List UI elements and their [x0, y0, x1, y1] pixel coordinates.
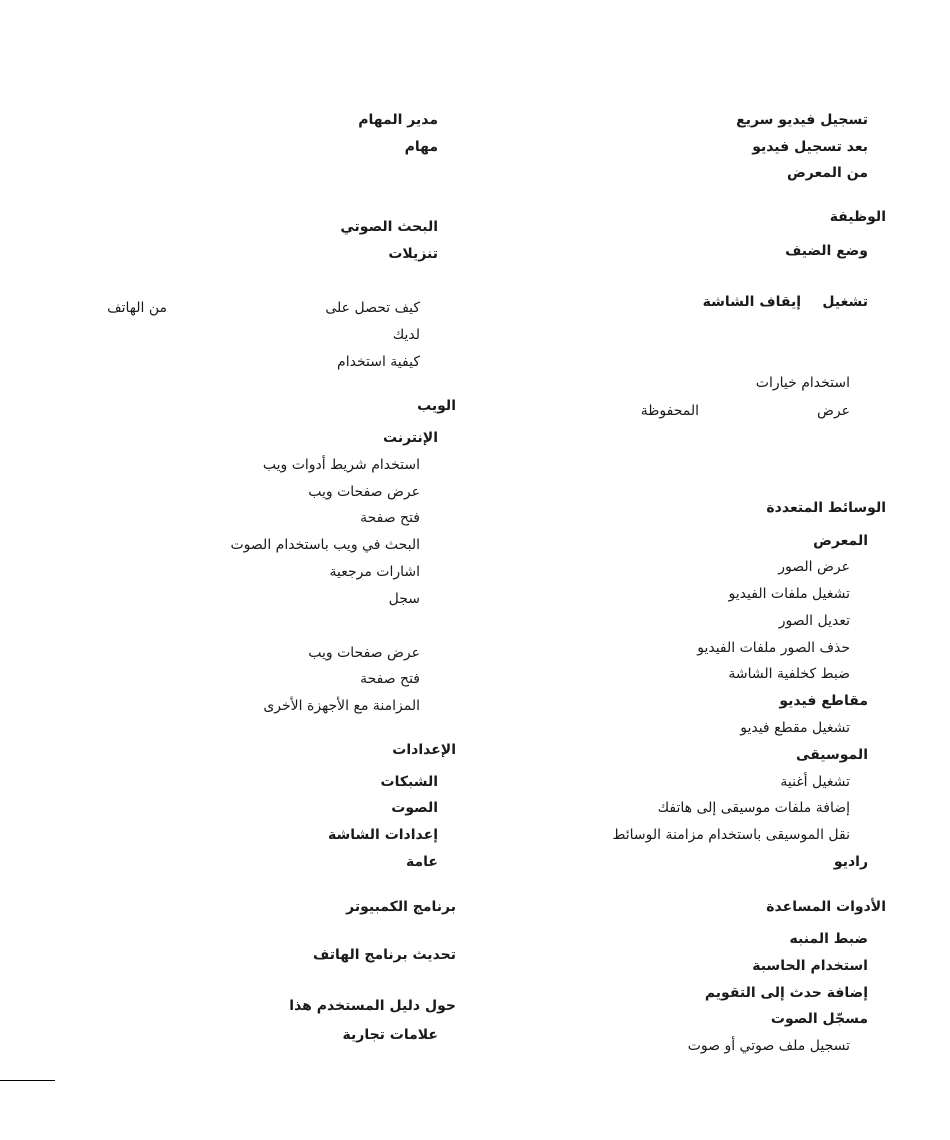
section-heading-multimedia: الوسائط المتعددة — [766, 500, 886, 516]
toc-entry: لديك — [392, 327, 420, 343]
toc-entry: الشبكات — [380, 774, 438, 790]
toc-entry: حذف الصور ملفات الفيديو — [697, 640, 850, 656]
toc-entry: فتح صفحة — [360, 671, 420, 687]
section-heading-phone-update: تحديث برنامج الهاتف — [313, 947, 456, 963]
toc-entry: إضافة حدث إلى التقويم — [704, 985, 868, 1001]
toc-entry: تعديل الصور — [778, 613, 850, 629]
toc-entry: ضبط المنبه — [789, 931, 868, 947]
toc-entry: من الهاتف — [107, 300, 167, 316]
toc-entry: تشغيل مقطع فيديو — [740, 720, 850, 736]
toc-entry: سجل — [388, 591, 420, 607]
section-heading-tools: الأدوات المساعدة — [766, 899, 886, 915]
toc-entry: فتح صفحة — [360, 510, 420, 526]
toc-entry: تشغيل أغنية — [780, 774, 850, 790]
toc-entry: استخدام شريط أدوات ويب — [262, 457, 420, 473]
subsection-heading-internet: الإنترنت — [383, 430, 438, 446]
toc-entry: عامة — [406, 854, 438, 870]
toc-entry: البحث في ويب باستخدام الصوت — [230, 537, 420, 553]
toc-entry: ضبط كخلفية الشاشة — [728, 666, 850, 682]
toc-entry: المزامنة مع الأجهزة الأخرى — [263, 698, 420, 714]
subsection-heading-videos: مقاطع فيديو — [779, 693, 868, 709]
toc-entry: عرض صفحات ويب — [308, 484, 420, 500]
section-heading-settings: الإعدادات — [392, 742, 456, 758]
toc-entry: بعد تسجيل فيديو — [752, 139, 868, 155]
section-heading-about-guide: حول دليل المستخدم هذا — [289, 998, 456, 1014]
toc-entry: كيف تحصل على — [325, 300, 420, 316]
section-heading-function: الوظيفة — [829, 209, 886, 225]
toc-entry: مهام — [404, 139, 438, 155]
toc-entry: إعدادات الشاشة — [328, 827, 438, 843]
toc-entry: تشغيل — [822, 294, 868, 310]
toc-entry: كيفية استخدام — [337, 354, 420, 370]
toc-entry: وضع الضيف — [785, 243, 868, 259]
bottom-rule — [0, 1080, 55, 1081]
toc-entry: عرض الصور — [778, 559, 850, 575]
toc-entry: استخدام خيارات — [755, 375, 850, 391]
toc-entry: تسجيل ملف صوتي أو صوت — [687, 1038, 850, 1054]
toc-entry: إضافة ملفات موسيقى إلى هاتفك — [657, 800, 850, 816]
section-heading-pc-software: برنامج الكمبيوتر — [346, 899, 456, 915]
section-heading-web: الويب — [417, 398, 456, 414]
toc-entry: نقل الموسيقى باستخدام مزامنة الوسائط — [612, 827, 850, 843]
toc-entry: البحث الصوتي — [340, 219, 438, 235]
subsection-heading-music: الموسيقى — [796, 747, 868, 763]
toc-entry: إيقاف الشاشة — [702, 294, 801, 310]
subsection-heading-gallery: المعرض — [813, 533, 868, 549]
toc-entry: تسجيل فيديو سريع — [736, 112, 868, 128]
toc-entry: علامات تجارية — [342, 1027, 438, 1043]
toc-entry: تنزيلات — [388, 246, 438, 262]
toc-entry: اشارات مرجعية — [329, 564, 420, 580]
toc-entry: مدير المهام — [358, 112, 438, 128]
toc-entry: من المعرض — [786, 165, 868, 181]
toc-entry: مسجّل الصوت — [770, 1011, 868, 1027]
toc-entry: المحفوظة — [640, 403, 699, 419]
toc-entry: استخدام الحاسبة — [752, 958, 868, 974]
toc-entry: تشغيل ملفات الفيديو — [728, 586, 850, 602]
subsection-heading-radio: راديو — [833, 854, 868, 870]
toc-entry: الصوت — [391, 800, 438, 816]
toc-entry: عرض — [816, 403, 850, 419]
toc-entry: عرض صفحات ويب — [308, 645, 420, 661]
